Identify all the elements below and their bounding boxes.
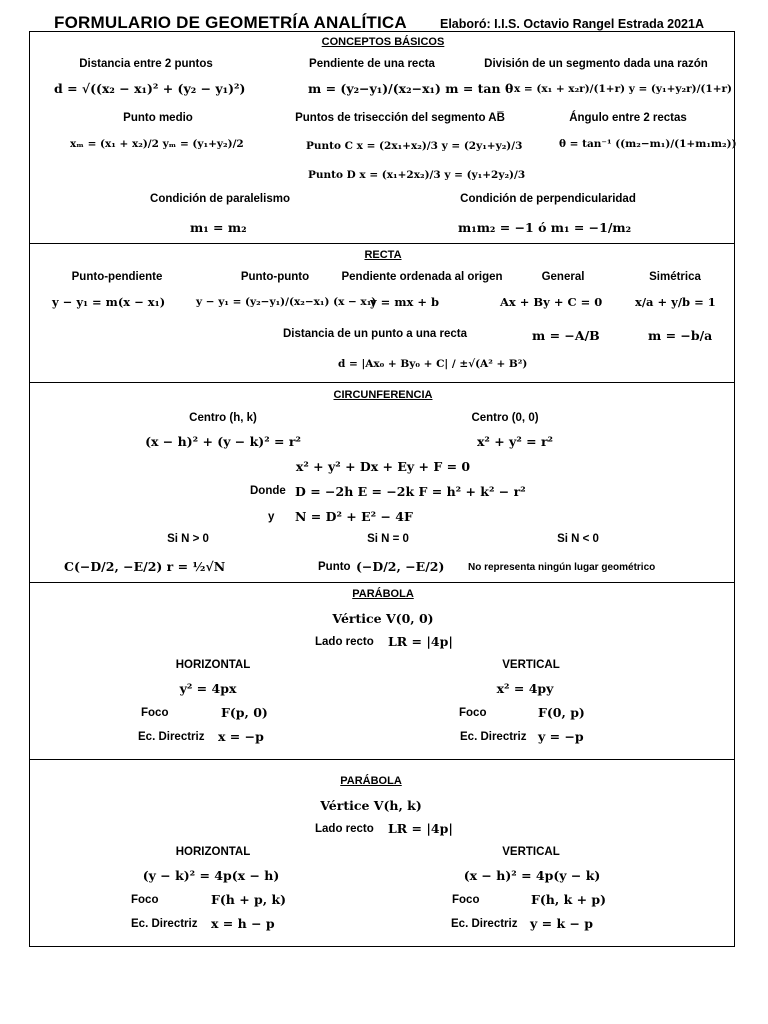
vertical-label: VERTICAL <box>502 846 560 858</box>
n-formula: N = D² + E² − 4F <box>295 509 413 524</box>
donde-label: Donde <box>250 485 286 497</box>
section-title: CONCEPTOS BÁSICOS <box>321 36 445 48</box>
section-title: PARÁBOLA <box>352 588 414 600</box>
ordenada-origen-label: Pendiente ordenada al origen <box>341 271 503 283</box>
centro-hk-formula: (x − h)² + (y − k)² = r² <box>145 434 301 449</box>
pendiente-label: Pendiente de una recta <box>309 58 435 70</box>
triseccion-c: Punto C x = (2x₁+x₂)/3 y = (2y₁+y₂)/3 <box>306 140 523 152</box>
general-circ-formula: x² + y² + Dx + Ey + F = 0 <box>295 459 471 474</box>
directriz-label-v: Ec. Directriz <box>451 918 518 930</box>
vertical-label: VERTICAL <box>502 659 560 671</box>
author-line: Elaboró: I.I.S. Octavio Rangel Estrada 2021A <box>440 17 704 31</box>
positivo-result: C(−D/2, −E/2) r = ½√N <box>64 559 226 574</box>
paralelismo-formula: m₁ = m₂ <box>190 220 247 235</box>
horizontal-directriz: x = h − p <box>211 916 275 931</box>
perpendicularidad-formula: m₁m₂ = −1 ó m₁ = −1/m₂ <box>458 220 632 235</box>
foco-label-v: Foco <box>459 707 487 719</box>
horizontal-label: HORIZONTAL <box>175 659 251 671</box>
distancia-formula: d = √((x₂ − x₁)² + (y₂ − y₁)²) <box>54 81 246 96</box>
vertical-foco: F(h, k + p) <box>531 892 607 907</box>
general-formula: Ax + By + C = 0 <box>500 295 603 309</box>
ordenada-origen-formula: y = mx + b <box>370 295 440 309</box>
m-formula-ab: m = −A/B <box>532 328 600 343</box>
punto-medio-formula: xₘ = (x₁ + x₂)/2 yₘ = (y₁+y₂)/2 <box>70 138 244 150</box>
centro-00-formula: x² + y² = r² <box>476 434 554 449</box>
foco-label-h: Foco <box>131 894 159 906</box>
triseccion-label: Puntos de trisección del segmento AB̅ <box>295 112 505 124</box>
section-circunferencia <box>29 382 735 583</box>
angulo-label: Ángulo entre 2 rectas <box>569 112 687 124</box>
vertical-ecuacion: (x − h)² = 4p(y − k) <box>463 868 601 883</box>
angulo-formula: θ = tan⁻¹ ((m₂−m₁)/(1+m₁m₂)) <box>559 138 737 150</box>
vertical-directriz: y = −p <box>538 729 584 744</box>
perpendicularidad-label: Condición de perpendicularidad <box>460 193 636 205</box>
distancia-punto-recta-label: Distancia de un punto a una recta <box>282 328 468 340</box>
simetrica-formula: x/a + y/b = 1 <box>635 295 716 309</box>
centro-00-label: Centro (0, 0) <box>471 412 539 424</box>
horizontal-label: HORIZONTAL <box>175 846 251 858</box>
punto-pendiente-label: Punto-pendiente <box>71 271 163 283</box>
triseccion-d: Punto D x = (x₁+2x₂)/3 y = (y₁+2y₂)/3 <box>308 169 526 181</box>
punto-pendiente-formula: y − y₁ = m(x − x₁) <box>52 295 166 309</box>
lado-recto-label: Lado recto <box>315 636 374 648</box>
punto-punto-formula: y − y₁ = (y₂−y₁)/(x₂−x₁) (x − x₁) <box>196 296 377 308</box>
document-title: FORMULARIO DE GEOMETRÍA ANALÍTICA <box>54 13 407 32</box>
pendiente-formula: m = (y₂−y₁)/(x₂−x₁) m = tan θ <box>308 81 514 96</box>
vertical-foco: F(0, p) <box>538 705 585 720</box>
vertice-formula: Vértice V(0, 0) <box>332 611 434 626</box>
donde-formula: D = −2h E = −2k F = h² + k² − r² <box>295 484 526 499</box>
horizontal-ecuacion: y² = 4px <box>179 681 237 696</box>
section-title: RECTA <box>364 249 402 261</box>
division-formula: x = (x₁ + x₂r)/(1+r) y = (y₁+y₂r)/(1+r) <box>514 83 733 95</box>
punto-punto-label: Punto-punto <box>240 271 310 283</box>
y-label: y <box>268 511 275 523</box>
horizontal-foco: F(h + p, k) <box>211 892 287 907</box>
paralelismo-label: Condición de paralelismo <box>150 193 290 205</box>
m-formula-ba: m = −b/a <box>648 328 713 343</box>
vertice-formula: Vértice V(h, k) <box>320 798 422 813</box>
horizontal-directriz: x = −p <box>218 729 264 744</box>
directriz-label-v: Ec. Directriz <box>460 731 527 743</box>
section-parabola-hk <box>29 759 735 947</box>
lado-recto-label: Lado recto <box>315 823 374 835</box>
general-label: General <box>541 271 585 283</box>
directriz-label-h: Ec. Directriz <box>131 918 198 930</box>
vertical-directriz: y = k − p <box>530 916 594 931</box>
section-title: CIRCUNFERENCIA <box>333 389 433 401</box>
lado-recto-formula: LR = |4p| <box>388 634 453 649</box>
distancia-punto-recta-formula: d = |Ax₀ + By₀ + C| / ±√(A² + B²) <box>338 358 528 370</box>
section-title: PARÁBOLA <box>340 775 402 787</box>
cero-result: (−D/2, −E/2) <box>356 559 445 574</box>
distancia-label: Distancia entre 2 puntos <box>79 58 213 70</box>
si-negativo: Si N < 0 <box>557 533 599 545</box>
lado-recto-formula: LR = |4p| <box>388 821 453 836</box>
division-label: División de un segmento dada una razón <box>484 58 708 70</box>
foco-label-h: Foco <box>141 707 169 719</box>
si-positivo: Si N > 0 <box>167 533 209 545</box>
horizontal-foco: F(p, 0) <box>221 705 268 720</box>
punto-label: Punto <box>318 561 351 573</box>
directriz-label-h: Ec. Directriz <box>138 731 205 743</box>
simetrica-label: Simétrica <box>649 271 701 283</box>
foco-label-v: Foco <box>452 894 480 906</box>
vertical-ecuacion: x² = 4py <box>496 681 554 696</box>
section-parabola-origen <box>29 582 735 760</box>
section-conceptos <box>29 31 735 244</box>
negativo-result: No representa ningún lugar geométrico <box>468 562 656 573</box>
centro-hk-label: Centro (h, k) <box>189 412 257 424</box>
punto-medio-label: Punto medio <box>123 112 193 124</box>
si-cero: Si N = 0 <box>367 533 409 545</box>
section-recta <box>29 243 735 383</box>
horizontal-ecuacion: (y − k)² = 4p(x − h) <box>142 868 280 883</box>
